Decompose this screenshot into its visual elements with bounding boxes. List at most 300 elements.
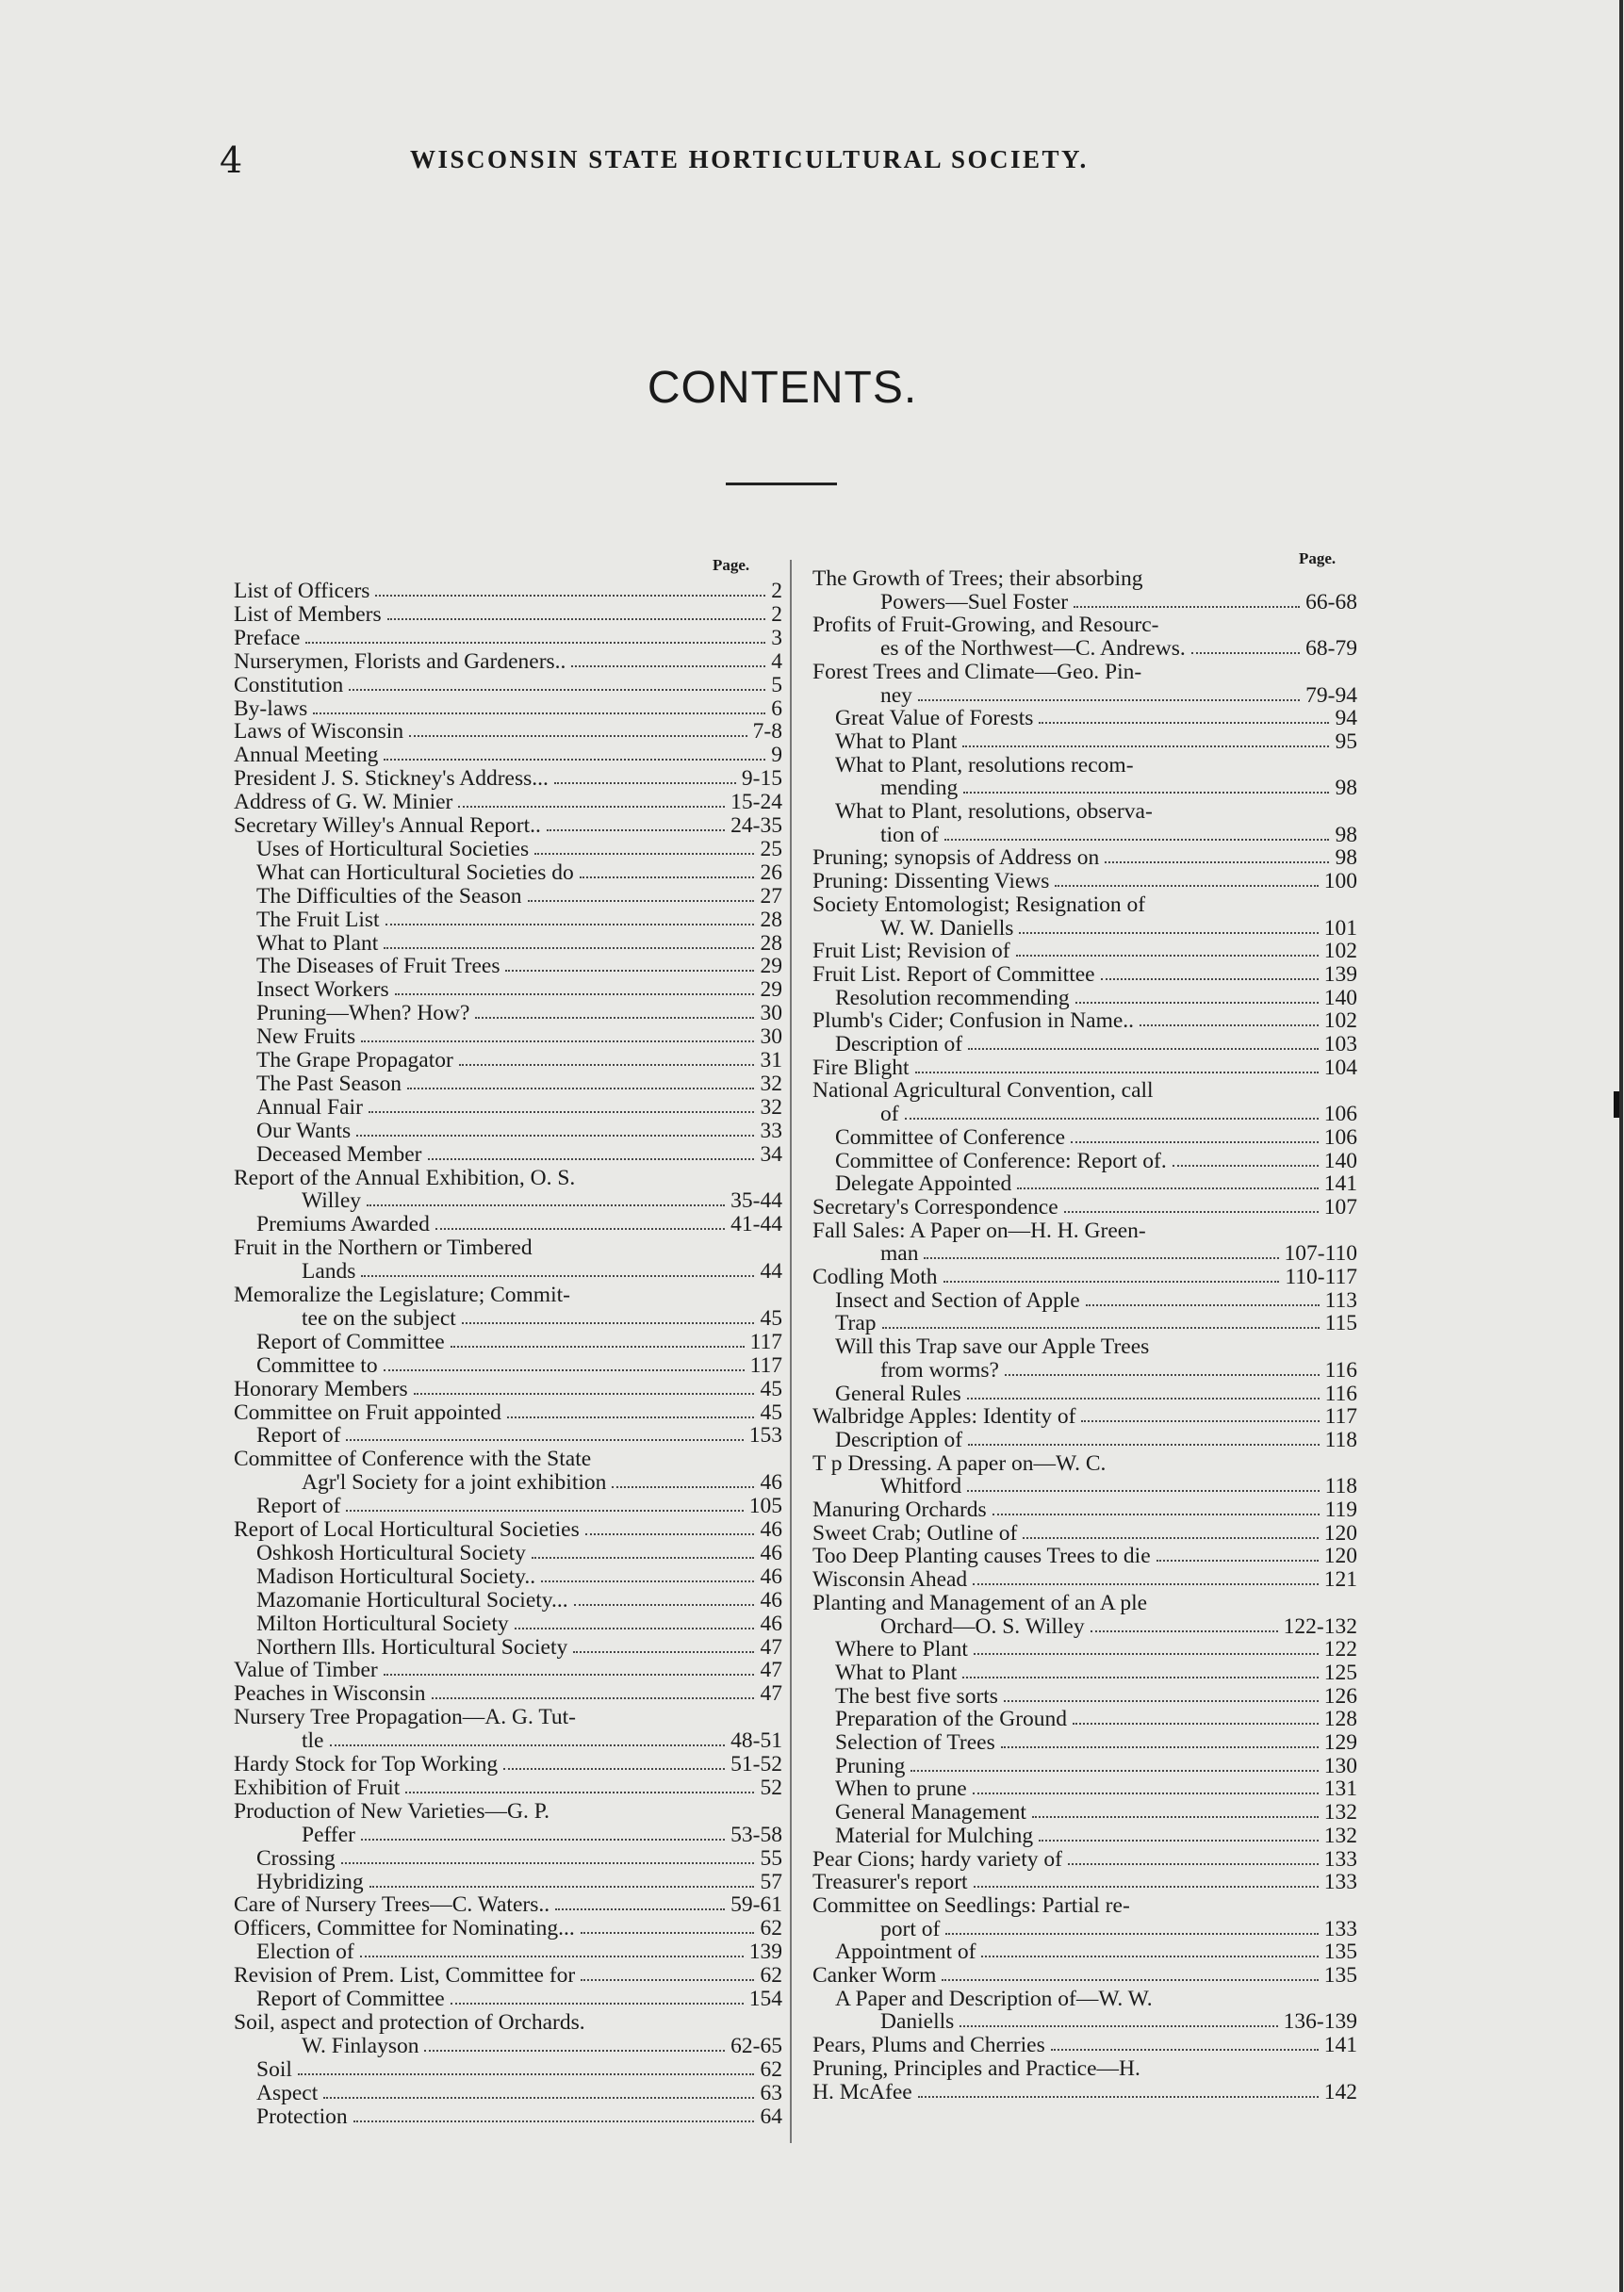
toc-entry-title: Northern Ills. Horticultural Society [256,1634,568,1660]
toc-entry-page: 64 [760,2104,782,2129]
dot-leader [451,1346,745,1348]
dot-leader [385,924,754,925]
toc-entry-page: 55 [760,1845,782,1871]
toc-entry-page: 104 [1323,1055,1357,1080]
dot-leader [369,1111,754,1113]
dot-leader [992,1514,1320,1515]
dot-leader [384,759,765,761]
toc-entry-page: 116 [1324,1357,1357,1383]
dot-leader [554,782,736,784]
toc-entry-page: 136-139 [1283,2009,1357,2035]
toc-entry-page: 9-15 [741,766,782,792]
toc-entry-page: 32 [760,1071,782,1096]
toc-entry-page: 45 [760,1376,782,1401]
toc-entry-page: 153 [748,1423,782,1449]
dot-leader [973,1793,1319,1794]
toc-entry-title: Fruit List. Report of Committee [812,961,1095,987]
dot-leader [1064,1211,1319,1213]
dot-leader [974,1886,1319,1888]
dot-leader [612,1486,754,1488]
toc-entry-title: Pruning [835,1753,906,1778]
dot-leader [1191,652,1300,654]
dot-leader [1055,885,1319,887]
toc-entry-title: Memoralize the Legislature; Commit- [234,1283,570,1307]
dot-leader [581,1932,754,1934]
toc-entry-title: The Grape Propagator [256,1048,453,1072]
toc-entry-page: 62 [760,1963,782,1989]
toc-entry-title: What can Horticultural Societies do [256,860,574,885]
toc-entry-title: Manuring Orchards [812,1498,987,1522]
dot-leader [1032,1816,1319,1818]
toc-entry-page: 63 [760,2080,782,2105]
toc-entry-title: tion of [880,822,940,847]
toc-entry-title: Deceased Member [256,1141,422,1167]
toc-entry-title: Soil, aspect and protection of Orchards. [234,2009,585,2035]
toc-entry-page: 154 [748,1987,782,2011]
toc-entry-title: Pears, Plums and Cherries [812,2033,1045,2058]
toc-entry-title: Crossing [256,1845,336,1871]
dot-leader [944,839,1329,841]
dot-leader [918,2096,1319,2098]
toc-entry-page: 132 [1323,1800,1357,1825]
toc-entry-title: of [880,1102,899,1127]
dot-leader [507,1416,754,1418]
toc-entry-title: Sweet Crab; Outline of [812,1520,1018,1546]
toc-entry-title: Premiums Awarded [256,1212,430,1237]
toc-entry-title: Fall Sales: A Paper on—H. H. Green- [812,1218,1146,1243]
toc-entry-page: 128 [1323,1707,1357,1732]
dot-leader [305,642,765,644]
toc-entry-title: The Diseases of Fruit Trees [256,954,500,979]
dot-leader [967,1490,1320,1492]
dot-leader [323,2097,754,2099]
toc-entry-title: Insect and Section of Apple [835,1287,1080,1313]
toc-entry-page: 140 [1323,985,1357,1010]
dot-leader [375,595,765,597]
toc-entry-title: Value of Timber [234,1658,378,1683]
toc-entry-title: Hybridizing [256,1869,364,1894]
dot-leader [459,1064,754,1066]
toc-entry-title: Report of Committee [256,1987,445,2011]
toc-entry-title: Protection [256,2104,348,2129]
toc-entry-page: 46 [760,1517,782,1542]
dot-leader [356,1135,754,1137]
toc-entry-title: Committee of Conference: Report of. [835,1148,1167,1173]
toc-entry-page: 46 [760,1470,782,1496]
dot-leader [981,1956,1319,1957]
dot-leader [915,1072,1319,1073]
toc-entry-title: tee on the subject [302,1305,456,1331]
dot-leader [341,1862,754,1864]
toc-entry-page: 133 [1323,1846,1357,1872]
dot-leader [462,1322,754,1324]
dot-leader [346,1510,744,1512]
toc-entry-page: 2 [771,601,782,627]
toc-entry-title: The Fruit List [256,907,380,932]
toc-entry-title: Will this Trap save our Apple Trees [835,1334,1150,1360]
toc-entry-title: Treasurer's report [812,1870,968,1895]
dot-leader [968,1444,1320,1446]
dot-leader [1004,1700,1319,1702]
toc-entry-title: List of Members [234,601,382,627]
toc-left-column [234,579,782,2134]
dot-leader [361,1839,725,1841]
dot-leader [313,712,765,714]
right-page-header: Page. [1299,549,1337,567]
toc-entry-title: W. W. Daniells [880,915,1014,941]
dot-leader [428,1158,754,1160]
dot-leader [574,1604,754,1606]
dot-leader [581,1979,754,1981]
dot-leader [924,1257,1279,1259]
toc-entry-title: What to Plant, resolutions, observa- [835,799,1153,824]
toc-entry-page: 45 [760,1305,782,1331]
toc-entry-title: man [880,1241,919,1267]
dot-leader [534,853,754,855]
toc-entry-page: 53-58 [730,1822,782,1847]
toc-entry-title: Committee on Seedlings: Partial re- [812,1892,1130,1918]
dot-leader [573,1651,754,1653]
dot-leader [910,1770,1319,1772]
toc-entry-page: 107 [1323,1194,1357,1220]
toc-entry-title: The best five sorts [835,1683,998,1709]
toc-entry-page: 141 [1323,1171,1357,1197]
toc-entry-title: Report of Committee [256,1329,445,1354]
toc-entry-page: 139 [1323,961,1357,987]
dot-leader [384,1674,754,1676]
toc-entry-title: What to Plant, resolutions recom- [835,752,1134,778]
toc-entry-page: 51-52 [730,1752,782,1776]
toc-entry-page: 113 [1324,1287,1357,1313]
toc-entry-title: Trap [835,1311,877,1336]
dot-leader [1051,2049,1319,2051]
toc-entry-title: Preparation of the Ground [835,1707,1068,1732]
toc-entry-page: 24-35 [730,813,782,838]
toc-entry-title: Pruning, Principles and Practice—H. [812,2055,1140,2081]
toc-entry-title: Preface [234,625,301,650]
toc-entry-page: 46 [760,1587,782,1613]
running-head: WISCONSIN STATE HORTICULTURAL SOCIETY. [410,145,1089,173]
page-edge [1619,0,1623,2292]
toc-entry-page: 101 [1323,915,1357,941]
dot-leader [1017,1187,1319,1189]
toc-entry-page: 98 [1335,845,1357,871]
toc-entry-page: 105 [748,1494,782,1519]
toc-entry-page: 68-79 [1305,636,1357,662]
dot-leader [571,665,765,667]
toc-entry-page: 62 [760,1916,782,1941]
toc-entry-page: 133 [1323,1870,1357,1895]
toc-entry-page: 66-68 [1305,589,1357,614]
toc-entry-title: Laws of Wisconsin [234,719,404,745]
dot-leader [1101,978,1319,980]
toc-entry-title: Milton Horticultural Society [256,1611,509,1636]
toc-entry-page: 110-117 [1285,1265,1357,1289]
toc-entry-page: 31 [760,1048,782,1072]
dot-leader [963,792,1329,794]
dot-leader [367,1204,725,1206]
toc-entry-page: 102 [1323,1008,1357,1034]
toc-entry-page: 47 [760,1634,782,1660]
dot-leader [475,1017,754,1019]
toc-entry-title: Peffer [302,1822,355,1847]
toc-entry-page: 135 [1323,1940,1357,1965]
dot-leader [905,1118,1319,1120]
toc-entry-page: 131 [1323,1776,1357,1802]
dot-leader [555,1908,725,1910]
dot-leader [353,2120,754,2122]
toc-entry-title: T p Dressing. A paper on—W. C. [812,1450,1107,1476]
toc-entry-title: port of [880,1916,941,1941]
toc-entry-page: 106 [1323,1102,1357,1127]
toc-entry-title: The Past Season [256,1071,402,1096]
dot-leader [1081,1420,1320,1422]
dot-leader [395,993,754,995]
toc-entry-title: National Agricultural Convention, call [812,1078,1154,1104]
toc-entry-page: 34 [760,1141,782,1167]
dot-leader [528,900,754,902]
toc-entry-page: 46 [760,1611,782,1636]
toc-right-column [812,566,1357,2131]
toc-entry-title: Committee to [256,1352,378,1378]
toc-entry-page: 141 [1323,2033,1357,2058]
column-divider [790,560,792,2143]
toc-entry-page: 30 [760,1024,782,1050]
toc-entry-page: 7-8 [752,719,782,745]
dot-leader [384,1369,745,1371]
toc-entry-title: General Management [835,1800,1026,1825]
toc-entry-title: Pruning—When? How? [256,1001,470,1026]
toc-entry-title: Our Wants [256,1118,352,1143]
toc-entry-page: 139 [748,1940,782,1965]
toc-entry-page: 5 [771,672,782,697]
dot-leader [387,618,765,620]
dot-leader [1156,1560,1319,1562]
toc-entry-title: Agr'l Society for a joint exhibition [302,1470,607,1496]
toc-entry-title: Where to Plant [835,1637,968,1662]
toc-entry-page: 107-110 [1284,1241,1357,1267]
toc-entry-page: 29 [760,977,782,1003]
toc-entry-page: 6 [771,696,782,721]
dot-leader [973,1583,1319,1585]
toc-entry-title: Revision of Prem. List, Committee for [234,1963,576,1989]
toc-entry-title: Report of Local Horticultural Societies [234,1517,580,1542]
toc-entry-page: 48-51 [730,1728,782,1754]
toc-entry-page: 62 [760,2056,782,2082]
toc-entry-title: Report of the Annual Exhibition, O. S. [234,1165,576,1190]
toc-entry-page: 117 [749,1329,782,1354]
dot-leader [361,1275,754,1277]
toc-entry-page: 125 [1323,1660,1357,1685]
toc-entry-page: 30 [760,1001,782,1026]
toc-entry-page: 52 [760,1775,782,1800]
toc-entry-title: Uses of Horticultural Societies [256,836,530,861]
dot-leader [943,1281,1279,1283]
page-title: CONTENTS. [647,363,918,413]
toc-entry-title: What to Plant [835,729,958,754]
toc-entry-page: 132 [1323,1823,1357,1848]
toc-entry-title: Powers—Suel Foster [880,589,1069,614]
dot-leader [349,689,765,691]
toc-entry-title: mending [880,776,959,801]
toc-entry-page: 116 [1324,1381,1357,1406]
dot-leader [1023,1537,1319,1539]
toc-entry-title: Address of G. W. Minier [234,790,453,815]
toc-entry-title: Resolution recommending [835,985,1070,1010]
toc-entry-page: 94 [1335,706,1357,731]
toc-entry-title: Annual Fair [256,1094,363,1120]
dot-leader [1019,932,1319,934]
toc-entry-page: 29 [760,954,782,979]
toc-entry-title: Codling Moth [812,1265,938,1289]
dot-leader [330,1744,725,1746]
toc-entry-page: 4 [771,648,782,674]
toc-entry-title: Daniells [880,2009,955,2035]
dot-leader [361,1040,754,1042]
dot-leader [1071,1141,1319,1143]
toc-entry-page: 118 [1324,1474,1357,1499]
toc-entry-title: Mazomanie Horticultural Society... [256,1587,568,1613]
toc-entry-title: Material for Mulching [835,1823,1034,1848]
toc-entry-page: 120 [1323,1544,1357,1569]
toc-entry-page: 32 [760,1094,782,1120]
toc-entry-title: Society Entomologist; Resignation of [812,892,1146,917]
toc-entry-title: Planting and Management of an A ple [812,1590,1148,1615]
toc-entry-page: 98 [1335,776,1357,801]
dot-leader [968,1048,1319,1050]
toc-entry-title: Fruit List; Revision of [812,939,1010,964]
toc-entry-title: from worms? [880,1357,999,1383]
toc-entry-title: Fire Blight [812,1055,910,1080]
toc-entry-title: Lands [302,1259,356,1285]
toc-entry-page: 9 [771,743,782,768]
toc-entry-title: Production of New Varieties—G. P. [234,1798,550,1824]
dot-leader [346,1439,744,1441]
toc-entry-page: 79-94 [1305,682,1357,708]
toc-entry-page: 15-24 [730,790,782,815]
toc-entry-page: 140 [1323,1148,1357,1173]
edge-mark [1614,1091,1619,1118]
toc-entry-page: 46 [760,1563,782,1589]
toc-entry-title: H. McAfee [812,2079,912,2104]
dot-leader [532,1557,754,1559]
dot-leader [432,1697,754,1699]
toc-entry-title: Annual Meeting [234,743,379,768]
toc-entry-page: 2 [771,579,782,603]
toc-entry-title: New Fruits [256,1024,356,1050]
toc-entry-title: Fruit in the Northern or Timbered [234,1236,533,1261]
dot-leader [405,1792,754,1793]
toc-entry-title: Secretary Willey's Annual Report.. [234,813,541,838]
toc-entry-title: Peaches in Wisconsin [234,1681,426,1707]
toc-entry-title: Report of [256,1423,341,1449]
toc-entry-page: 25 [760,836,782,861]
dot-leader [298,2073,754,2075]
toc-entry-title: Constitution [234,672,344,697]
toc-entry-page: 26 [760,860,782,885]
toc-entry-title: Plumb's Cider; Confusion in Name.. [812,1008,1135,1034]
toc-entry-page: 45 [760,1400,782,1425]
toc-entry-title: Description of [835,1427,963,1452]
toc-entry-title: Orchard—O. S. Willey [880,1613,1085,1639]
toc-entry-page: 135 [1323,1963,1357,1988]
dot-leader [384,947,754,949]
toc-entry-page: 28 [760,930,782,956]
dot-leader [960,2025,1278,2027]
toc-entry-title: Too Deep Planting causes Trees to die [812,1544,1151,1569]
toc-entry-title: Appointment of [835,1940,976,1965]
toc-entry-title: Delegate Appointed [835,1171,1012,1197]
dot-leader [541,1580,754,1582]
toc-entry-page: 121 [1323,1567,1357,1593]
toc-entry-title: Whitford [880,1474,962,1499]
toc-entry-title: Officers, Committee for Nominating... [234,1916,575,1941]
title-rule [726,483,837,485]
dot-leader [458,806,725,808]
dot-leader [505,970,754,972]
toc-entry-page: 28 [760,907,782,932]
dot-leader [1039,1840,1319,1842]
dot-leader [1086,1304,1320,1306]
dot-leader [580,876,754,878]
toc-entry-title: Hardy Stock for Top Working [234,1752,499,1776]
toc-entry-title: General Rules [835,1381,961,1406]
dot-leader [435,1228,725,1230]
toc-entry-title: Madison Horticultural Society.. [256,1563,536,1589]
toc-entry-page: 103 [1323,1032,1357,1056]
toc-entry-title: What to Plant [256,930,379,956]
toc-entry-page: 47 [760,1658,782,1683]
toc-entry-title: List of Officers [234,579,370,603]
toc-entry-page: 130 [1323,1753,1357,1778]
toc-entry-title: Pruning: Dissenting Views [812,869,1050,894]
toc-entry-page: 59-61 [730,1892,782,1918]
dot-leader [515,1628,754,1629]
toc-entry-title: Honorary Members [234,1376,408,1401]
dot-leader [1016,955,1319,957]
dot-leader [1075,1002,1319,1004]
toc-entry-page: 117 [749,1352,782,1378]
toc-entry-page: 142 [1323,2079,1357,2104]
toc-entry-page: 95 [1335,729,1357,754]
toc-entry-title: A Paper and Description of—W. W. [835,1986,1153,2011]
toc-entry-title: ney [880,682,912,708]
dot-leader [414,1393,754,1395]
toc-entry-title: Exhibition of Fruit [234,1775,401,1800]
toc-entry-title: When to prune [835,1776,967,1802]
toc-entry-page: 133 [1323,1916,1357,1941]
toc-entry-title: Profits of Fruit-Growing, and Resourc- [812,613,1159,638]
dot-leader [547,829,725,831]
dot-leader [962,1677,1319,1678]
dot-leader [1001,1746,1319,1748]
dot-leader [1091,1630,1278,1632]
toc-entry-title: Secretary's Correspondence [812,1194,1058,1220]
toc-entry-page: 117 [1324,1404,1357,1430]
toc-entry-title: Forest Trees and Climate—Geo. Pin- [812,659,1142,684]
toc-entry-title: es of the Northwest—C. Andrews. [880,636,1186,662]
dot-leader [409,735,747,737]
toc-entry-title: Committee of Conference [835,1124,1066,1150]
toc-entry-title: Great Value of Forests [835,706,1034,731]
toc-entry-page: 120 [1323,1520,1357,1546]
left-page-header: Page. [713,556,750,574]
toc-entry-title: Canker Worm [812,1963,937,1988]
toc-entry-page: 47 [760,1681,782,1707]
toc-entry-title: Pruning; synopsis of Address on [812,845,1100,871]
dot-leader [424,2050,725,2052]
toc-entry-title: Nurserymen, Florists and Gardeners.. [234,648,566,674]
